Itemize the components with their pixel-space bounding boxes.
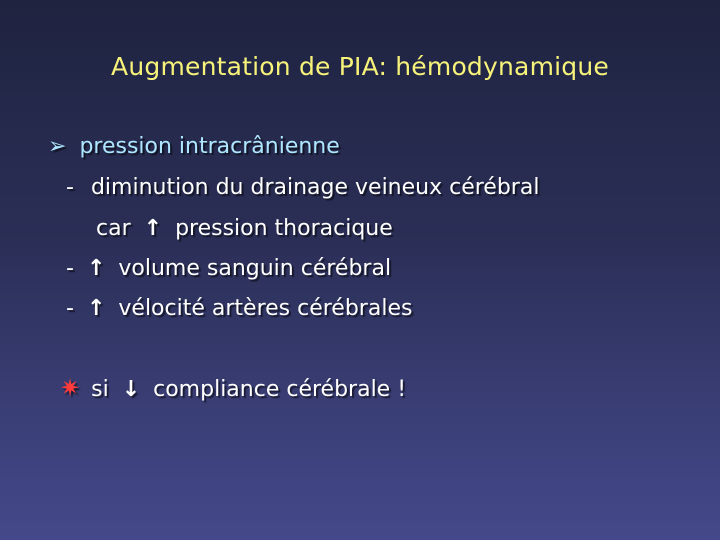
dash: -	[66, 296, 74, 321]
bullet-text: pression intracrânienne	[79, 134, 340, 159]
sub-item-text: volume sanguin cérébral	[118, 256, 392, 281]
sub-item-text: diminution du drainage veineux cérébral	[90, 175, 540, 200]
sub-item-text: pression thoracique	[175, 216, 393, 241]
arrow-right-icon: ➢	[48, 134, 67, 159]
sub-item-blood-volume	[66, 256, 391, 281]
sub-item-text: vélocité artères cérébrales	[118, 296, 413, 321]
prefix: car	[96, 216, 131, 241]
sub-item-thoracic-pressure	[96, 216, 393, 241]
red-star-icon: ✷	[60, 374, 81, 402]
bullet-intracranial-pressure	[48, 134, 340, 159]
arrow-up-icon: ↑	[143, 216, 163, 241]
arrow-up-icon: ↑	[86, 256, 106, 281]
dash: -	[66, 256, 74, 281]
bullet-compliance	[60, 374, 406, 402]
sub-item-venous-drainage	[66, 175, 539, 200]
bullet-text: compliance cérébrale !	[153, 377, 407, 402]
arrow-up-icon: ↑	[86, 296, 106, 321]
prefix: si	[91, 377, 109, 402]
dash: -	[66, 175, 74, 200]
slide-title: Augmentation de PIA: hémodynamique	[111, 52, 609, 81]
arrow-down-icon: ↓	[121, 377, 141, 402]
sub-item-arterial-velocity	[66, 296, 412, 321]
